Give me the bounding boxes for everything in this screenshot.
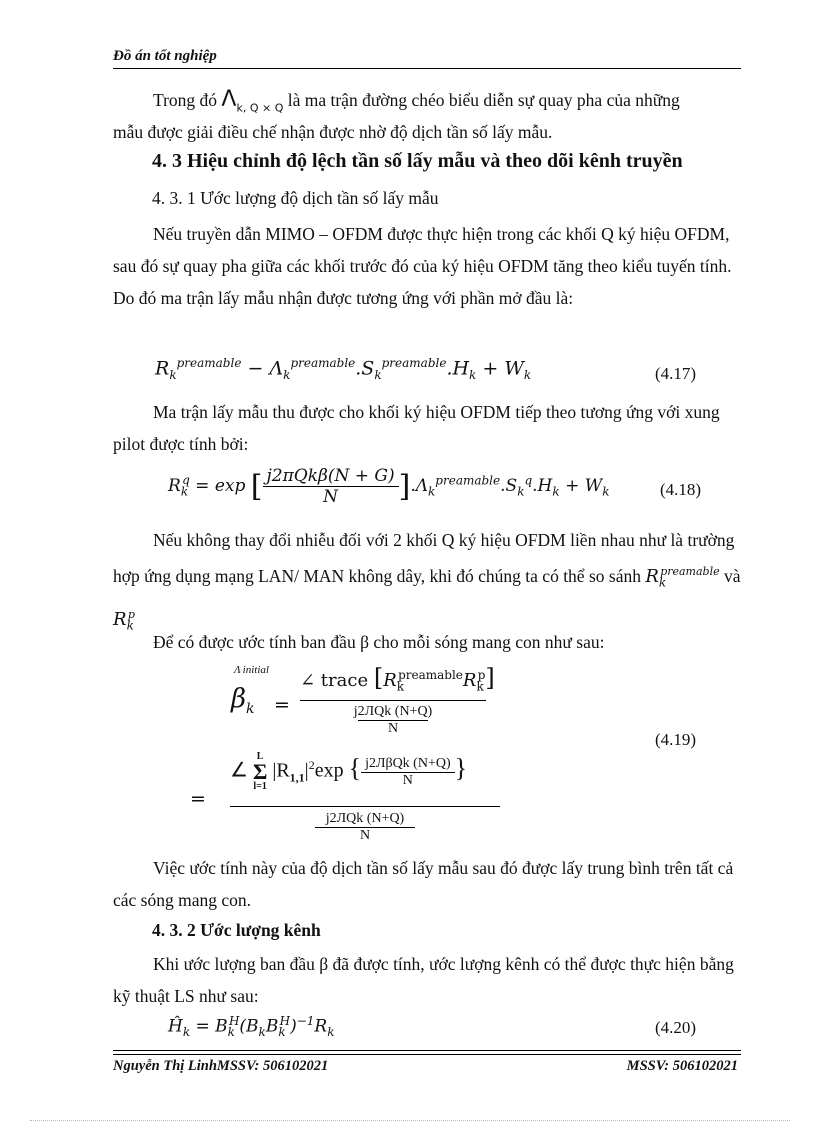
frac-bar-2 (230, 806, 500, 807)
frac-bar-1 (300, 700, 486, 701)
trace-numerator: ∠ trace $[R_k^{preamable}R_k^p]$ (300, 664, 495, 694)
paragraph-6: Khi ước lượng ban đầu β đã được tính, ước lượng kênh có thể được thực hiện bằng kỹ thuật LS như sau: (113, 954, 734, 1006)
equation-number-4-18: (4.18) (660, 480, 702, 499)
page-edge (30, 1120, 790, 1121)
beta-k: $\beta_k$ (231, 684, 255, 718)
paragraph-2: Ma trận lấy mẫu thu được cho khối ký hiệu OFDM tiếp theo tương ứng với xung pilot được tính bởi: (113, 402, 720, 454)
equation-4-20: $Ĥ_k = B_k^H(B_kB_k^H)^{-1}R_k$ (168, 1014, 335, 1040)
equation-number-4-20: (4.20) (655, 1018, 697, 1037)
equals-2: = (190, 788, 206, 810)
footer-right: MSSV: 506102021 (626, 1058, 738, 1074)
paragraph-3: Nếu không thay đổi nhiễu đối với 2 khối Q ký hiệu OFDM liền nhau như là trường hợp ứng dụng mạng LAN/ MAN không dây, khi đó chúng ta có thể so sánh $R_k^{preamable}$ và $R_k^p$ (113, 530, 741, 633)
equation-4-18: $R_k^q = \exp$ [ $\frac{\text{j2πQkβ(N + G)}}{N}$ ]$.\Lambda_k^{preamable}.S_k^q.H_k + W_k$ (168, 466, 610, 507)
paragraph-4: Để có được ước tính ban đầu β cho mỗi sóng mang con như sau: (153, 632, 605, 652)
intro-line-2: mẫu được giải điều chế nhận được nhờ độ dịch tần số lấy mẫu. (113, 122, 553, 142)
hat-lambda-initial: Λ initial (234, 664, 269, 676)
intro-line-1: Trong đó $\Lambda_{k, Q \times Q}$ là ma trận đường chéo biểu diễn sự quay pha của những (153, 87, 680, 115)
section-title: 4. 3 Hiệu chỉnh độ lệch tần số lấy mẫu và theo dõi kênh truyền (152, 150, 683, 172)
den-2: j2ЛQk (N+Q) N (230, 811, 500, 844)
paragraph-1: Nếu truyền dẫn MIMO – OFDM được thực hiện trong các khối Q ký hiệu OFDM, sau đó sự quay pha giữa các khối trước đó của ký hiệu OFDM tăng theo kiểu tuyến tính. Do đó ma trận lấy mẫu nhận được tương ứng với phần mở đầu là: (113, 224, 732, 308)
paragraph-5: Việc ước tính này của độ dịch tần số lấy mẫu sau đó được lấy trung bình trên tất cả các sóng mang con. (113, 858, 734, 910)
header-title: Đồ án tốt nghiệp (113, 48, 217, 64)
header-rule (113, 68, 741, 69)
sum-numerator: ∠ L Σ l=1 $|R_{1,1}|^2\exp$ { $\frac{\text{j2ЛβQk (N+Q)}}{N}$ } (230, 751, 468, 792)
subsection-title-1: 4. 3. 1 Ước lượng độ dịch tần số lấy mẫu (152, 188, 439, 208)
equation-4-17: $R_k^{preamable} - \Lambda_k^{preamable}.S_k^{preamable}.H_k + W_k$ (155, 356, 532, 383)
equals-1: = (274, 694, 290, 716)
footer-left: Nguyễn Thị LinhMSSV: 506102021 (113, 1058, 329, 1074)
footer-rule-1 (113, 1050, 741, 1051)
equation-number-4-17: (4.17) (655, 364, 697, 383)
den-1: j2ЛQk (N+Q) N (353, 704, 433, 736)
footer-rule-2 (113, 1054, 741, 1055)
equation-number-4-19: (4.19) (655, 730, 697, 749)
subsection-title-2: 4. 3. 2 Ước lượng kênh (152, 920, 321, 940)
